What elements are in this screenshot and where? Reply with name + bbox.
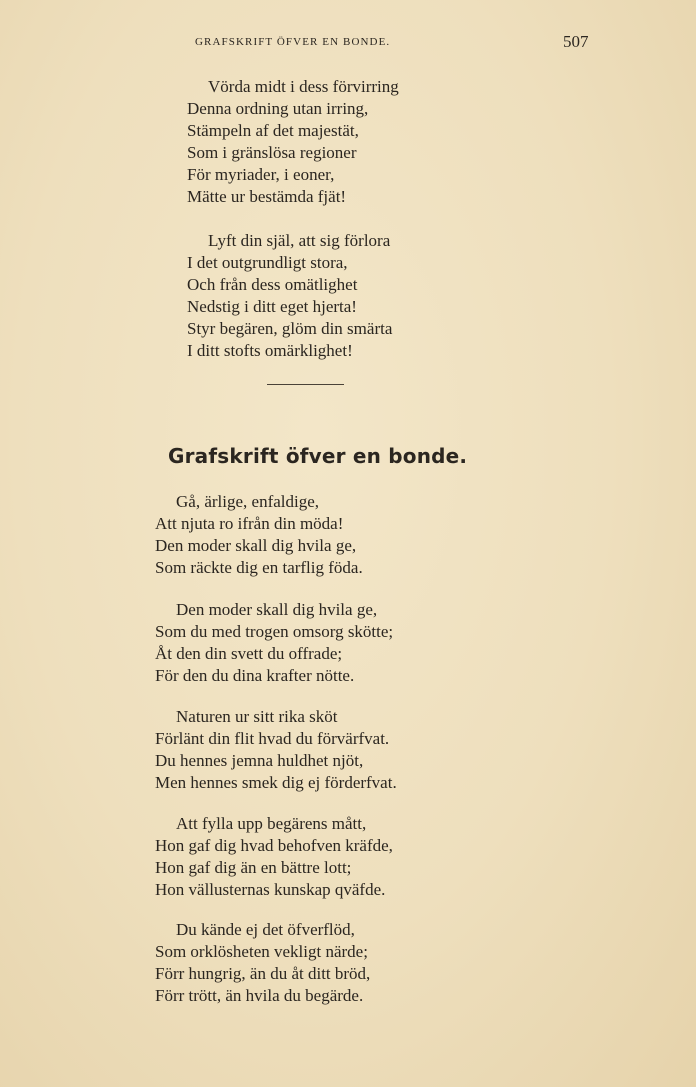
verse-line: Du kände ej det öfverflöd, [176,920,355,939]
verse-line: Förlänt din flit hvad du förvärfvat. [155,729,390,748]
verse-line: För myriader, i eoner, [187,165,335,184]
stanza [187,230,392,362]
verse-line: Hon vällusternas kunskap qväfde. [155,880,386,899]
verse-line: Att fylla upp begärens mått, [176,814,367,833]
verse-line: Som orklösheten vekligt närde; [155,942,368,961]
verse-line: Stämpeln af det majestät, [187,121,359,140]
verse-line: Du hennes jemna huldhet njöt, [155,751,364,770]
verse-line: Förr hungrig, än du åt ditt bröd, [155,964,371,983]
verse-line: För den du dina krafter nötte. [155,666,355,685]
verse-line: Styr begären, glöm din smärta [187,319,393,338]
verse-line: Den moder skall dig hvila ge, [176,600,378,619]
verse-line: Naturen ur sitt rika sköt [176,707,338,726]
verse-line: Hon gaf dig hvad behofven kräfde, [155,836,393,855]
verse-line: Lyft din själ, att sig förlora [208,231,391,250]
poem-title: Grafskrift öfver en bonde. [168,444,468,468]
stanza [155,599,393,687]
verse-line: Åt den din svett du offrade; [155,644,343,663]
stanza [155,813,393,901]
verse-line: Som räckte dig en tarflig föda. [155,558,363,577]
verse-line: Hon gaf dig än en bättre lott; [155,858,352,877]
verse-line: Men hennes smek dig ej förderfvat. [155,773,397,792]
verse-line: I ditt stofts omärklighet! [187,341,353,360]
section-divider [267,384,344,385]
verse-line: Som i gränslösa regioner [187,143,357,162]
verse-line: Nedstig i ditt eget hjerta! [187,297,357,316]
verse-line: Och från dess omätlighet [187,275,358,294]
stanza [187,76,399,208]
stanza [155,919,370,1007]
verse-line: Förr trött, än hvila du begärde. [155,986,364,1005]
page-number: 507 [563,32,589,51]
verse-line: Den moder skall dig hvila ge, [155,536,357,555]
stanza [155,706,397,794]
verse-line: Gå, ärlige, enfaldige, [176,492,320,511]
verse-line: Att njuta ro ifrån din möda! [155,514,344,533]
verse-line: Vörda midt i dess förvirring [208,77,399,96]
verse-line: Som du med trogen omsorg skötte; [155,622,394,641]
stanza [155,491,363,579]
running-head: GRAFSKRIFT ÖFVER EN BONDE. [195,36,391,48]
verse-line: Mätte ur bestämda fjät! [187,187,347,206]
verse-line: Denna ordning utan irring, [187,99,369,118]
verse-line: I det outgrundligt stora, [187,253,348,272]
